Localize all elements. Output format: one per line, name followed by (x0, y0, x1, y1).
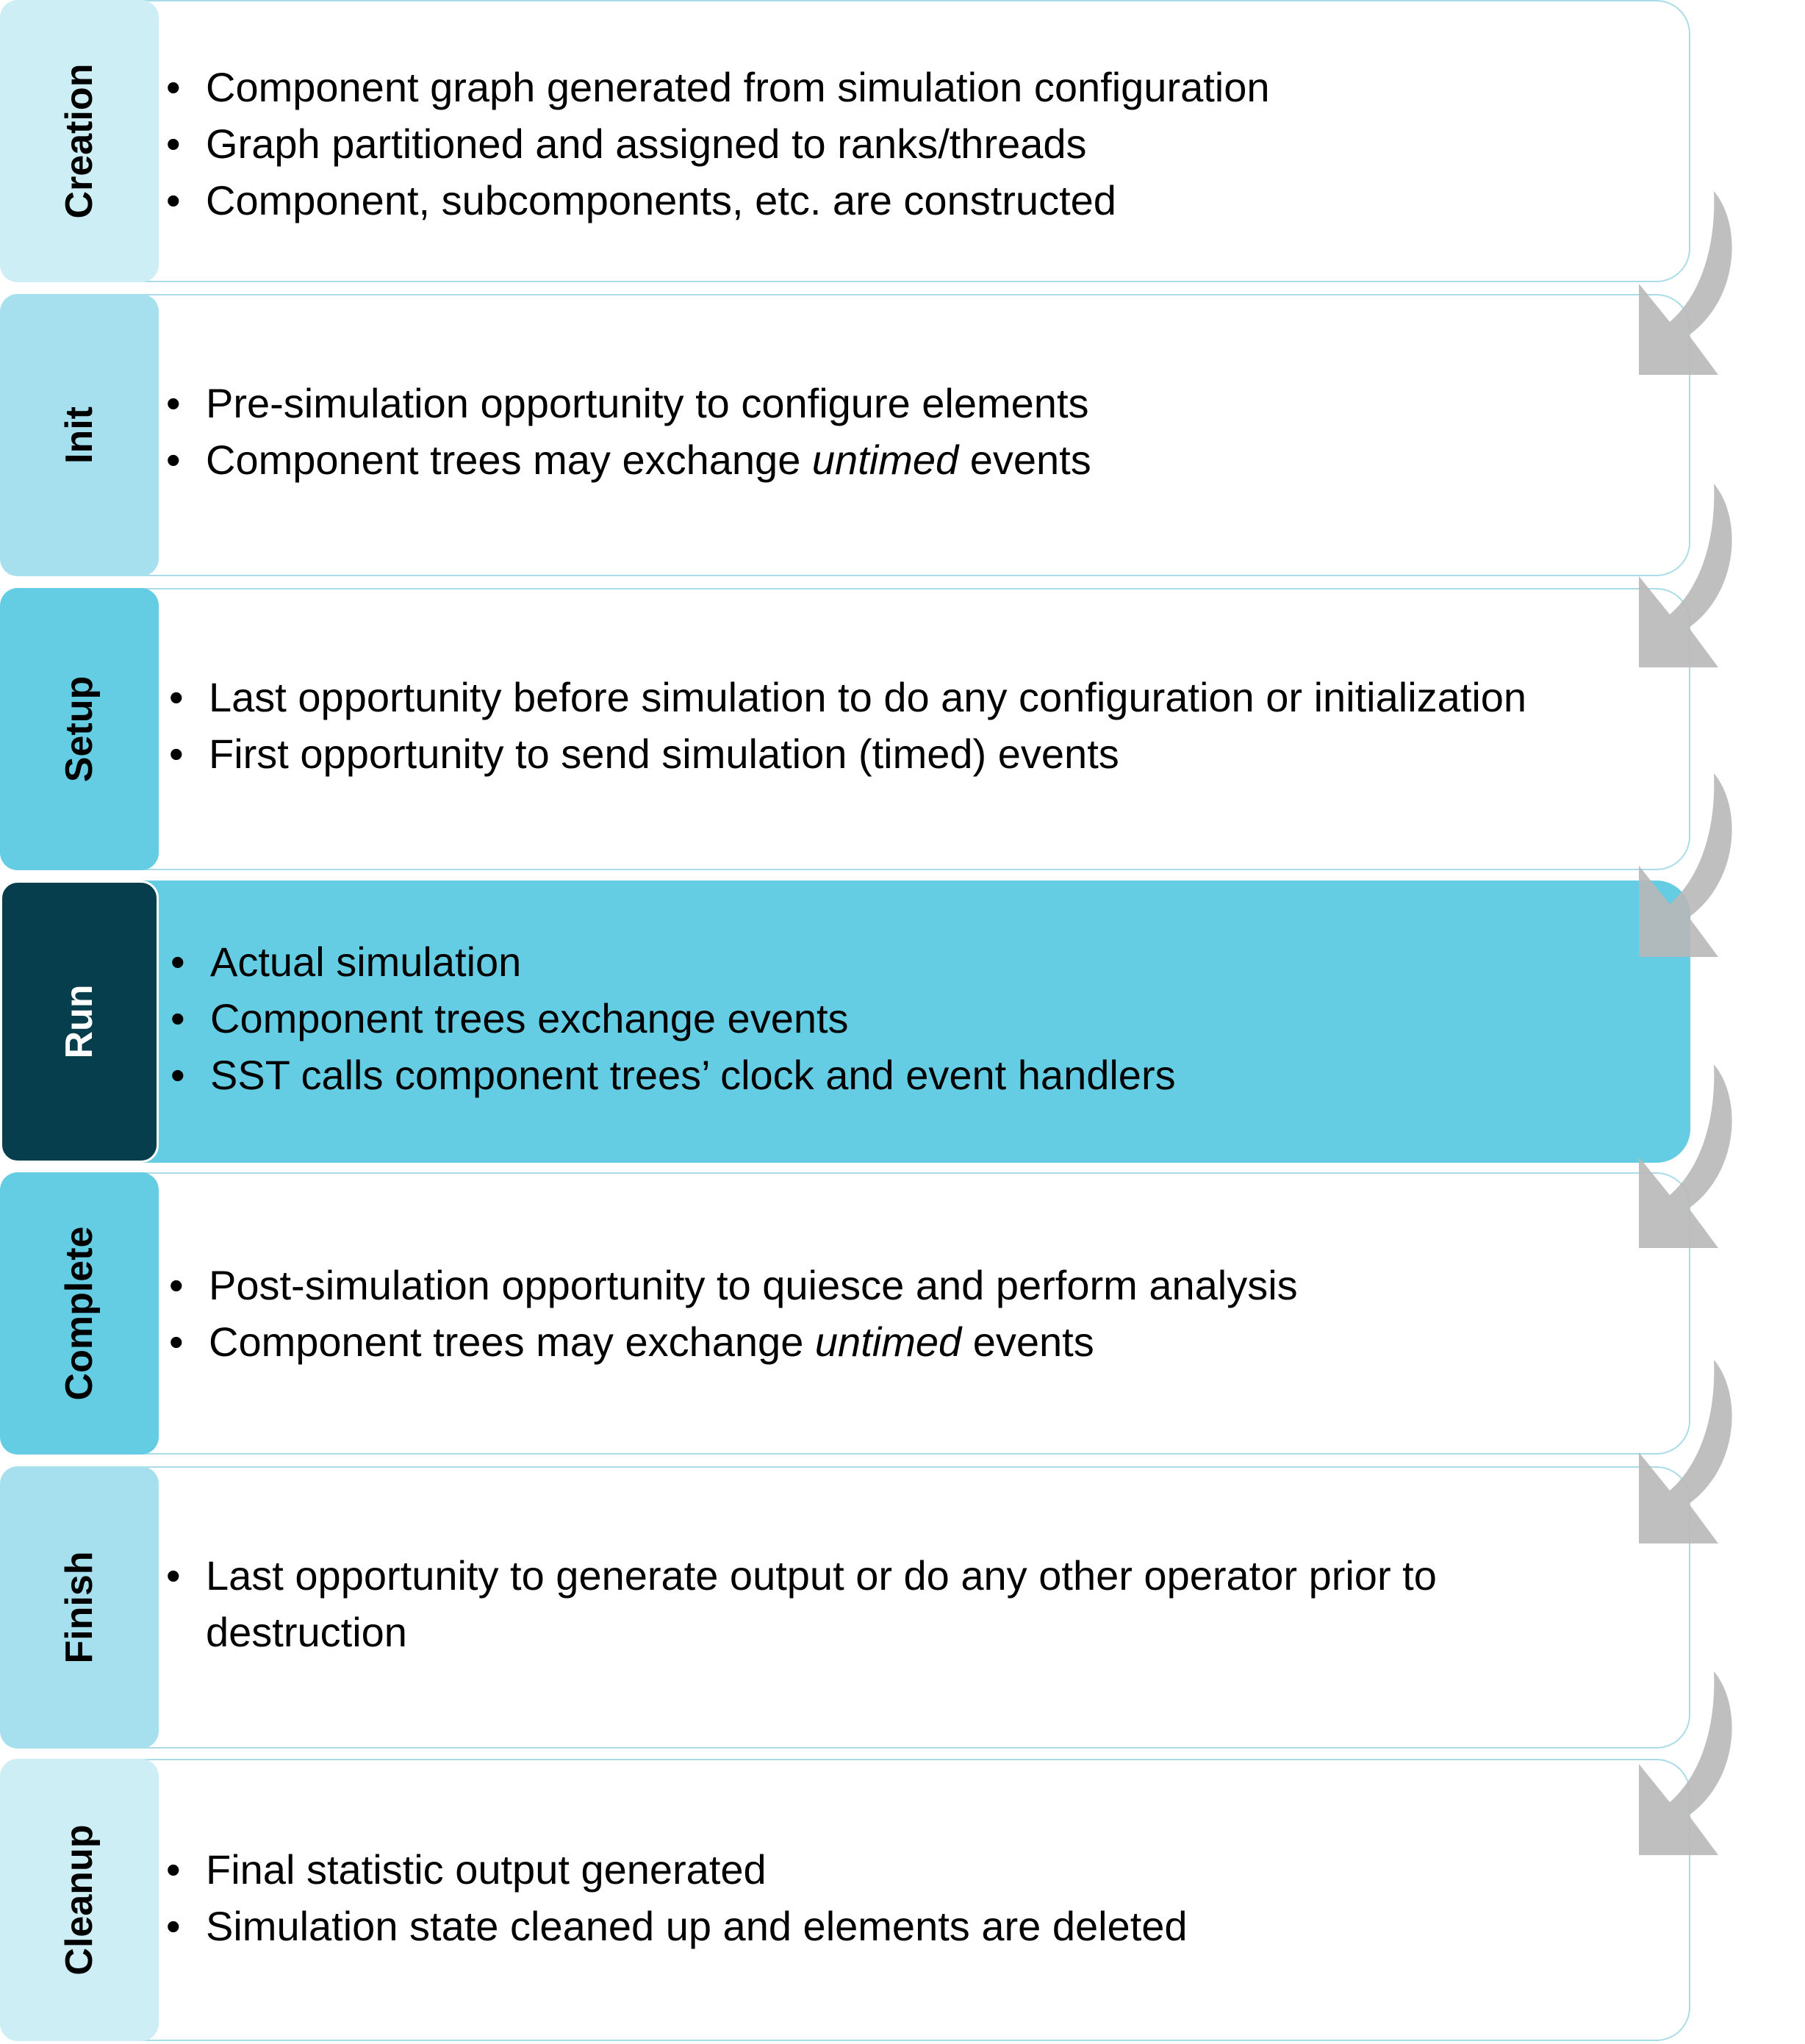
stage-init-bullets (162, 375, 1646, 488)
bullet-text: Graph partitioned and assigned to ranks/threads (206, 121, 1087, 167)
bullet-dot-icon: • (166, 1903, 181, 1949)
bullet-text: Component trees may exchange (206, 437, 812, 483)
bullet-dot-icon: • (169, 674, 184, 720)
bullet-text: Component trees exchange events (210, 995, 849, 1041)
bullet-item (162, 172, 1646, 229)
stage-creation-label (0, 0, 159, 282)
bullet-text: Pre-simulation opportunity to configure elements (206, 380, 1089, 426)
stage-finish-label (0, 1466, 159, 1749)
bullet-emphasis: untimed (814, 1319, 962, 1365)
transition-arrow-shape (1639, 773, 1732, 957)
bullet-dot-icon: • (166, 437, 181, 483)
transition-arrow-icon (1632, 1063, 1734, 1261)
bullet-item (165, 669, 1646, 725)
stage-cleanup-label (0, 1759, 159, 2041)
bullet-text: Simulation state cleaned up and elements are deleted (206, 1903, 1188, 1949)
bullet-dot-icon: • (166, 380, 181, 426)
transition-arrow-shape (1639, 191, 1732, 375)
transition-arrow-shape (1639, 1671, 1732, 1855)
bullet-item (166, 990, 1646, 1047)
bullet-item (166, 1047, 1646, 1103)
transition-arrow-icon (1632, 1670, 1734, 1868)
transition-arrow-icon (1632, 482, 1734, 681)
bullet-dot-icon: • (169, 1319, 184, 1365)
transition-arrow-shape (1639, 484, 1732, 667)
bullet-item (162, 1898, 1646, 1954)
bullet-item (165, 725, 1646, 782)
stage-init-label (0, 294, 159, 576)
bullet-item (162, 375, 1646, 431)
bullet-text: Last opportunity to generate output or do any other operator prior to destruction (206, 1552, 1437, 1655)
bullet-text: First opportunity to send simulation (timed) events (209, 731, 1119, 777)
bullet-dot-icon: • (171, 939, 185, 985)
transition-arrow-icon (1632, 1358, 1734, 1557)
bullet-item (162, 431, 1646, 488)
stage-label-text: Complete (58, 1226, 101, 1401)
bullet-dot-icon: • (166, 1846, 181, 1893)
bullet-dot-icon: • (169, 1262, 184, 1308)
stage-cleanup-bullets (162, 1841, 1646, 1954)
stage-run-label (0, 881, 159, 1163)
bullet-emphasis: untimed (811, 437, 959, 483)
bullet-text: Final statistic output generated (206, 1846, 767, 1893)
bullet-dot-icon: • (171, 995, 185, 1041)
bullet-text: Actual simulation (210, 939, 522, 985)
transition-arrow-shape (1639, 1064, 1732, 1248)
stage-complete-label (0, 1172, 159, 1455)
stage-label-text: Cleanup (58, 1824, 101, 1976)
bullet-item (162, 59, 1646, 115)
stage-creation-bullets (162, 59, 1646, 229)
stage-label-text: Finish (58, 1551, 101, 1664)
bullet-item (165, 1257, 1646, 1313)
bullet-item (162, 1841, 1646, 1898)
transition-arrow-icon (1632, 190, 1734, 388)
bullet-item (165, 1313, 1646, 1370)
bullet-text-tail: events (958, 437, 1091, 483)
stage-run-bullets (166, 933, 1646, 1103)
bullet-text: Component trees may exchange (209, 1319, 815, 1365)
bullet-dot-icon: • (166, 177, 181, 223)
transition-arrow-icon (1632, 772, 1734, 970)
bullet-text: Component graph generated from simulation configuration (206, 64, 1270, 110)
stage-label-text: Creation (58, 63, 101, 219)
bullet-text: SST calls component trees’ clock and event handlers (210, 1052, 1176, 1098)
stage-complete-bullets (165, 1257, 1646, 1370)
transition-arrow-shape (1639, 1360, 1732, 1543)
stage-setup-bullets (165, 669, 1646, 782)
stage-label-text: Init (58, 406, 101, 464)
bullet-text: Component, subcomponents, etc. are constructed (206, 177, 1116, 223)
bullet-dot-icon: • (171, 1052, 185, 1098)
bullet-item (162, 1547, 1646, 1660)
bullet-text: Post-simulation opportunity to quiesce and perform analysis (209, 1262, 1298, 1308)
stage-label-text: Run (58, 984, 101, 1059)
bullet-item (162, 115, 1646, 172)
bullet-dot-icon: • (166, 1552, 181, 1599)
stage-setup-label (0, 588, 159, 870)
bullet-dot-icon: • (166, 64, 181, 110)
bullet-text-tail: events (961, 1319, 1094, 1365)
bullet-dot-icon: • (166, 121, 181, 167)
bullet-item (166, 933, 1646, 990)
stage-label-text: Setup (58, 675, 101, 783)
bullet-dot-icon: • (169, 731, 184, 777)
stage-finish-bullets (162, 1547, 1646, 1660)
bullet-text: Last opportunity before simulation to do any configuration or initialization (209, 674, 1527, 720)
